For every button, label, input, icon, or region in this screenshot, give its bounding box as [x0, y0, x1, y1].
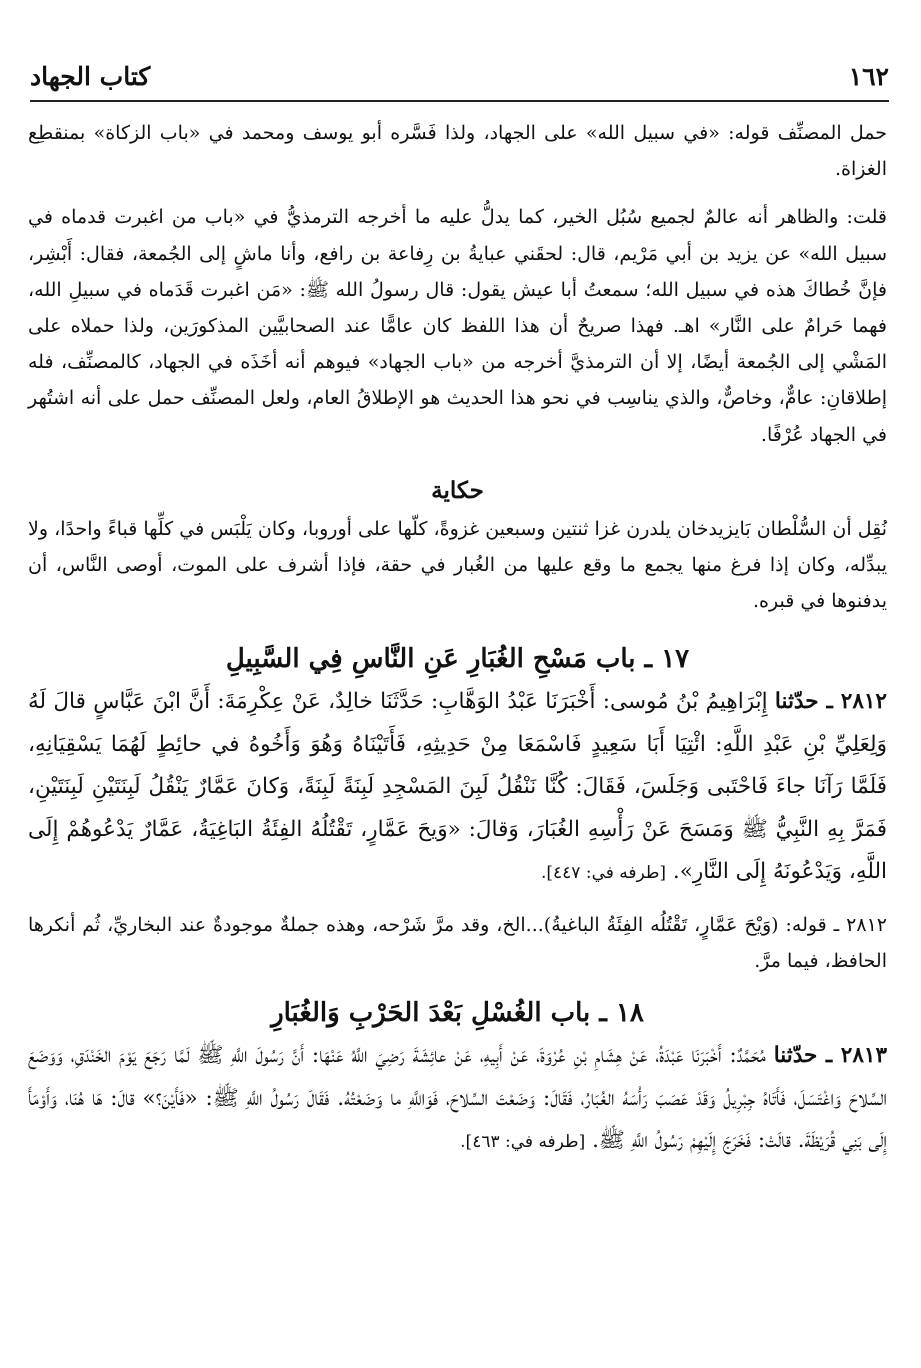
page-content — [28, 115, 887, 1164]
page-header — [30, 52, 889, 102]
commentary-paragraph-2: قلت: والظاهر أنه عالمٌ لجميع سُبُل الخير، كما يدلُّ عليه ما أخرجه الترمذيُّ في «باب من اغبرت قدماه في سبيل الله» عن يزيد بن أبي مَرْيم، قال: لحقَني عبايةُ بن رِفاعة بن رافع، وأنا ماشٍ إلى الجُمعة، فقال: أَبْشِر، فإنَّ خُطاكَ هذه في سبيل الله؛ سمعتُ أبا عيش يقول: قال رسولُ الله ﷺ: «مَن اغبرت قَدَماه في سبيلِ الله، فهما حَرامٌ على النَّار» اهـ. فهذا صريحٌ أن هذا اللفظ كان عامًّا عند الصحابيَّين المذكورَين، ولذا حملاه على المَشْي إلى الجُمعة أيضًا، إلا أن الترمذيَّ أخرجه من «باب الجهاد» فيوهم أنه أخَذَه في الجهاد، كالمصنِّف، فله إطلاقانِ: عامٌّ، وخاصٌّ، والذي يناسِب في نحو هذا الحديث هو الإطلاقُ العام، ولعل المصنِّف حمل على أنه اشتُهر في الجهاد عُرْفًا. — [28, 206, 887, 446]
chapter-18 — [28, 991, 887, 1164]
chapter-17-commentary — [28, 907, 887, 979]
hadith-2813-text: مُحَمَّدٌ: أَخْبَرَنَا عَبْدَةُ، عَنْ هِشَامِ بْنِ عُرْوَةَ، عَنْ أَبِيهِ، عَنْ عائِشَةَ رَضِيَ اللَّهُ عَنْهَا: أَنَّ رَسُولَ اللَّهِ ﷺ لَمَّا رَجَعَ يَوْمَ الخَنْدَقِ، وَوَضَعَ السِّلاحَ وَاغْتَسَلَ، فَأَتَاهُ جِبْرِيلُ وَقَدْ عَصَبَ رَأْسَهُ الغُبَارُ، فَقَالَ: وَضَعْتَ السِّلاحَ، فَوَاللَّهِ ما وَضَعْتُهُ. فَقَالَ رَسُولُ اللَّهِ ﷺ: «فَأَيْنَ؟» قالَ: هَا هُنَا، وَأَوْمَأَ إِلَى بَنِي قُرَيْظَةَ. قالَتْ: فَخَرَجَ إِلَيْهِمْ رَسُولُ اللَّهِ ﷺ. — [28, 1043, 887, 1154]
chapter-17-title: ١٧ ـ باب مَسْحِ الغُبَارِ عَنِ النَّاسِ فِي السَّبِيلِ — [225, 644, 690, 675]
hadith-2812-number: ٢٨١٢ ـ حدّثنا — [774, 689, 887, 715]
running-title: كتاب الجهاد — [30, 61, 151, 91]
hadith-2812 — [28, 681, 887, 895]
chapter-17 — [28, 637, 887, 895]
hadith-2812-reference: [طرفه في: ٤٤٧]. — [540, 863, 667, 884]
anecdote-block — [28, 471, 887, 620]
hadith-2812-commentary: ٢٨١٢ ـ قوله: (وَيْحَ عَمَّارٍ، تَقْتُلُه الفِئَةُ الباغيةُ)...الخ، وقد مرَّ شَرْحه، وهذه جملةٌ موجودةٌ عند البخاريِّ، ثُم أنكرها الحافظ، فيما مرَّ. — [28, 913, 887, 973]
hadith-2813-reference: [طرفه في: ٤٦٣]. — [460, 1132, 586, 1153]
anecdote-text: نُقِل أن السُّلْطان بَايزيدخان يلدرن غزا ثنتين وسبعين غزوةً، كلّها على أوروبا، وكان يَلْبَس في كلِّها قباءً واحدًا، ولا يبدِّله، وكان إذا فرغ منها يجمع ما وقع عليها من الغُبار في حقة، فإذا أشرف على الموت، أوصى النَّاس، أن يدفنوها في قبره. — [28, 517, 887, 613]
chapter-18-title: ١٨ ـ باب الغُسْلِ بَعْدَ الحَرْبِ وَالغُبَارِ — [271, 998, 644, 1029]
hadith-2813 — [28, 1035, 887, 1164]
commentary-block — [28, 115, 887, 453]
hadith-2812-text: إِبْرَاهِيمُ بْنُ مُوسى: أَخْبَرَنَا عَبْدُ الوَهَّابِ: حَدَّثَنَا خالِدٌ، عَنْ عِكْرِمَةَ: أَنَّ ابْنَ عَبَّاسٍ قالَ لَهُ وَلِعَلِيِّ بْنِ عَبْدِ اللَّهِ: ائْتِيَا أَبَا سَعِيدٍ فَاسْمَعَا مِنْ حَدِيثِهِ، فَأَتَيْنَاهُ وَهُوَ وَأَخُوهُ في حائِطٍ لَهُمَا يَسْقِيَانِهِ، فَلَمَّا رَآنَا جاءَ فَاحْتَبى وَجَلَسَ، فَقَالَ: كُنَّا نَنْقُلُ لَبِنَ المَسْجِدِ لَبِنَةً لَبِنَةً، وَكانَ عَمَّارٌ يَنْقُلُ لَبِنَتَيْنِ لَبِنَتَيْنِ، فَمَرَّ بِهِ النَّبِيُّ ﷺ وَمَسَحَ عَنْ رَأْسِهِ الغُبَارَ، وَقالَ: «وَيحَ عَمَّارٍ، تَقْتُلُهُ الفِئَةُ البَاغِيَةُ، عَمَّارٌ يَدْعُوهُمْ إِلَى اللَّهِ، وَيَدْعُونَهُ إِلَى النَّارِ». — [28, 689, 887, 885]
hadith-2813-number: ٢٨١٣ ـ حدّثنا — [773, 1043, 887, 1069]
commentary-paragraph-1: حمل المصنِّف قوله: «في سبيل الله» على الجهاد، ولذا فَسَّره أبو يوسف ومحمد في «باب الزكاة» بمنقطِع الغزاة. — [28, 122, 887, 181]
anecdote-title: حكاية — [431, 476, 484, 504]
page-number: ١٦٢ — [848, 61, 889, 91]
